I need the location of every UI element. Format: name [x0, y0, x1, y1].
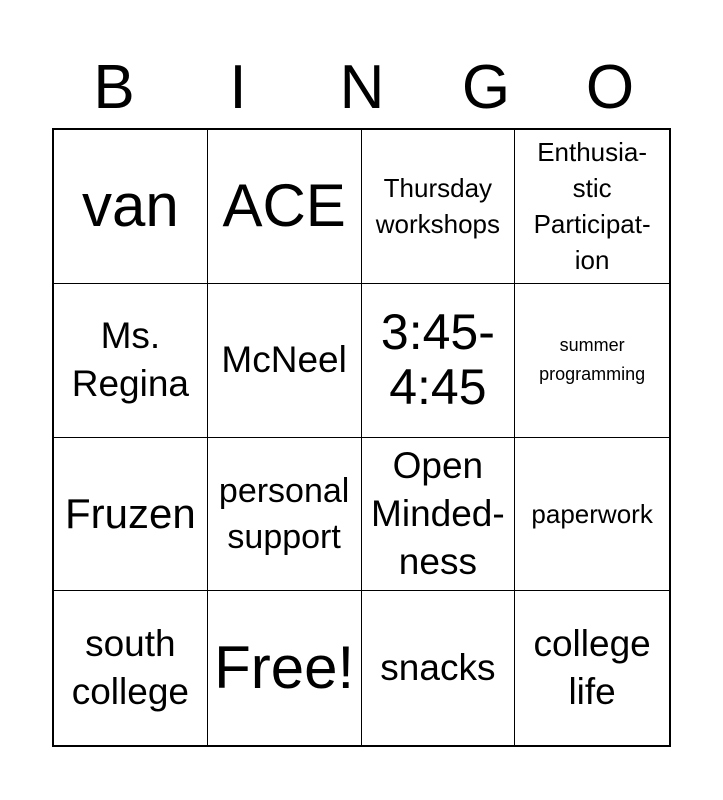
cell-text: south college [71, 623, 189, 713]
bingo-cell-r2-c1 [54, 284, 208, 438]
bingo-cell-r2-c2 [208, 284, 362, 438]
bingo-cell-r3-c1 [54, 438, 208, 592]
bingo-grid [52, 128, 671, 747]
cell-text: personal support [218, 471, 350, 556]
cell-text: snacks [380, 647, 496, 689]
bingo-cell-r2-c3 [362, 284, 516, 438]
bingo-cell-r4-c2 [208, 591, 362, 745]
header-letter-g: G [461, 53, 511, 122]
cell-text: ACE [222, 172, 346, 240]
bingo-cell-r1-c2 [208, 130, 362, 284]
bingo-cell-r3-c3 [362, 438, 516, 592]
cell-text: Free! [214, 634, 355, 702]
header-letter-i: I [229, 53, 247, 122]
bingo-cell-r1-c3 [362, 130, 516, 284]
bingo-header [52, 48, 672, 128]
cell-text: summer programming [539, 335, 646, 385]
cell-text: van [82, 172, 179, 240]
cell-text: paperwork [531, 498, 653, 529]
bingo-cell-r4-c3 [362, 591, 516, 745]
bingo-cell-r4-c1 [54, 591, 208, 745]
cell-text: McNeel [221, 339, 347, 381]
cell-text: Open Minded- ness [371, 444, 505, 582]
header-letter-b: B [93, 53, 135, 122]
bingo-cell-r1-c1 [54, 130, 208, 284]
header-letter-o: O [585, 53, 635, 122]
cell-text: 3:45- 4:45 [380, 304, 495, 416]
bingo-cell-r2-c4 [515, 284, 669, 438]
bingo-cell-r4-c4 [515, 591, 669, 745]
cell-text: Ms. Regina [71, 315, 189, 405]
cell-text: college life [533, 623, 651, 713]
bingo-cell-r1-c4 [515, 130, 669, 284]
cell-text: Enthusia- stic Participat- ion [533, 137, 651, 276]
bingo-cell-r3-c2 [208, 438, 362, 592]
cell-text: Thursday workshops [375, 173, 501, 240]
header-letter-n: N [339, 53, 385, 122]
cell-text: Fruzen [65, 489, 196, 537]
bingo-cell-r3-c4 [515, 438, 669, 592]
